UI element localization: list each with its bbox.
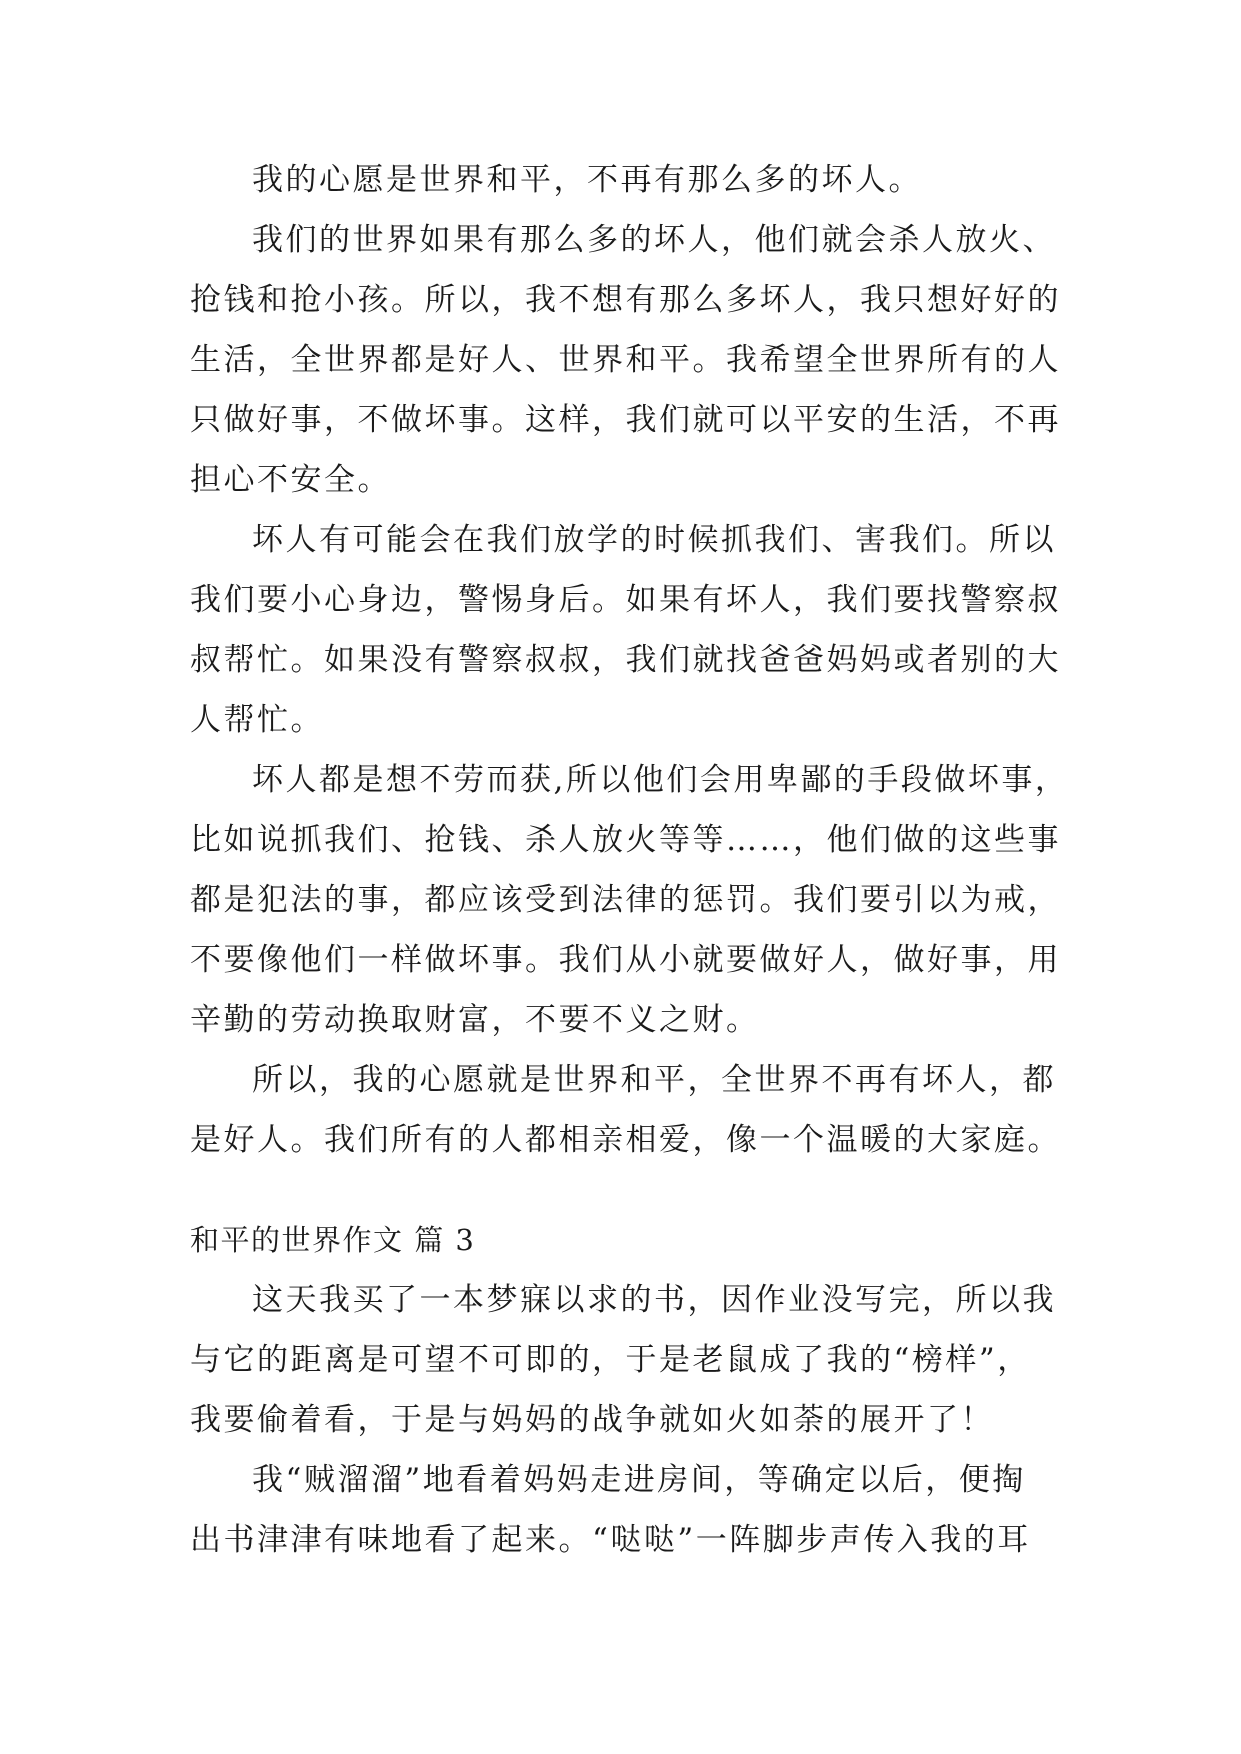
paragraph-line: 我要偷着看，于是与妈妈的战争就如火如荼的展开了！ [190,1402,994,1438]
paragraph-line: 辛勤的劳动换取财富，不要不义之财。 [190,1002,760,1038]
paragraph-line: 人帮忙。 [190,702,324,738]
paragraph-line: 坏人都是想不劳而获,所以他们会用卑鄙的手段做坏事， [252,762,1069,798]
paragraph-line: 是好人。我们所有的人都相亲相爱，像一个温暖的大家庭。 [190,1122,1061,1158]
paragraph-line: 抢钱和抢小孩。所以，我不想有那么多坏人，我只想好好的 [190,282,1061,318]
paragraph-line: 我们的世界如果有那么多的坏人，他们就会杀人放火、 [252,222,1056,258]
paragraph-line: 我的心愿是世界和平，不再有那么多的坏人。 [252,162,922,198]
paragraph-line: 与它的距离是可望不可即的，于是老鼠成了我的“榜样”， [190,1342,1031,1378]
paragraph-line: 我们要小心身边，警惕身后。如果有坏人，我们要找警察叔 [190,582,1061,618]
paragraph-line: 出书津津有味地看了起来。“哒哒”一阵脚步声传入我的耳 [190,1522,1031,1558]
section-heading: 和平的世界作文 篇 3 [190,1223,476,1257]
paragraph-line: 生活，全世界都是好人、世界和平。我希望全世界所有的人 [190,342,1061,378]
paragraph-line: 叔帮忙。如果没有警察叔叔，我们就找爸爸妈妈或者别的大 [190,642,1061,678]
paragraph-line: 都是犯法的事，都应该受到法律的惩罚。我们要引以为戒， [190,882,1061,918]
paragraph-line: 所以，我的心愿就是世界和平，全世界不再有坏人，都 [252,1062,1056,1098]
paragraph-line: 只做好事，不做坏事。这样，我们就可以平安的生活，不再 [190,402,1061,438]
paragraph-line: 坏人有可能会在我们放学的时候抓我们、害我们。所以 [252,522,1056,558]
paragraph-line: 这天我买了一本梦寐以求的书，因作业没写完，所以我 [252,1282,1056,1318]
paragraph-line: 不要像他们一样做坏事。我们从小就要做好人，做好事，用 [190,942,1061,978]
paragraph-line: 比如说抓我们、抢钱、杀人放火等等……，他们做的这些事 [190,822,1061,858]
paragraph-line: 担心不安全。 [190,462,391,498]
paragraph-line: 我“贼溜溜”地看着妈妈走进房间，等确定以后，便掏 [252,1462,1026,1498]
